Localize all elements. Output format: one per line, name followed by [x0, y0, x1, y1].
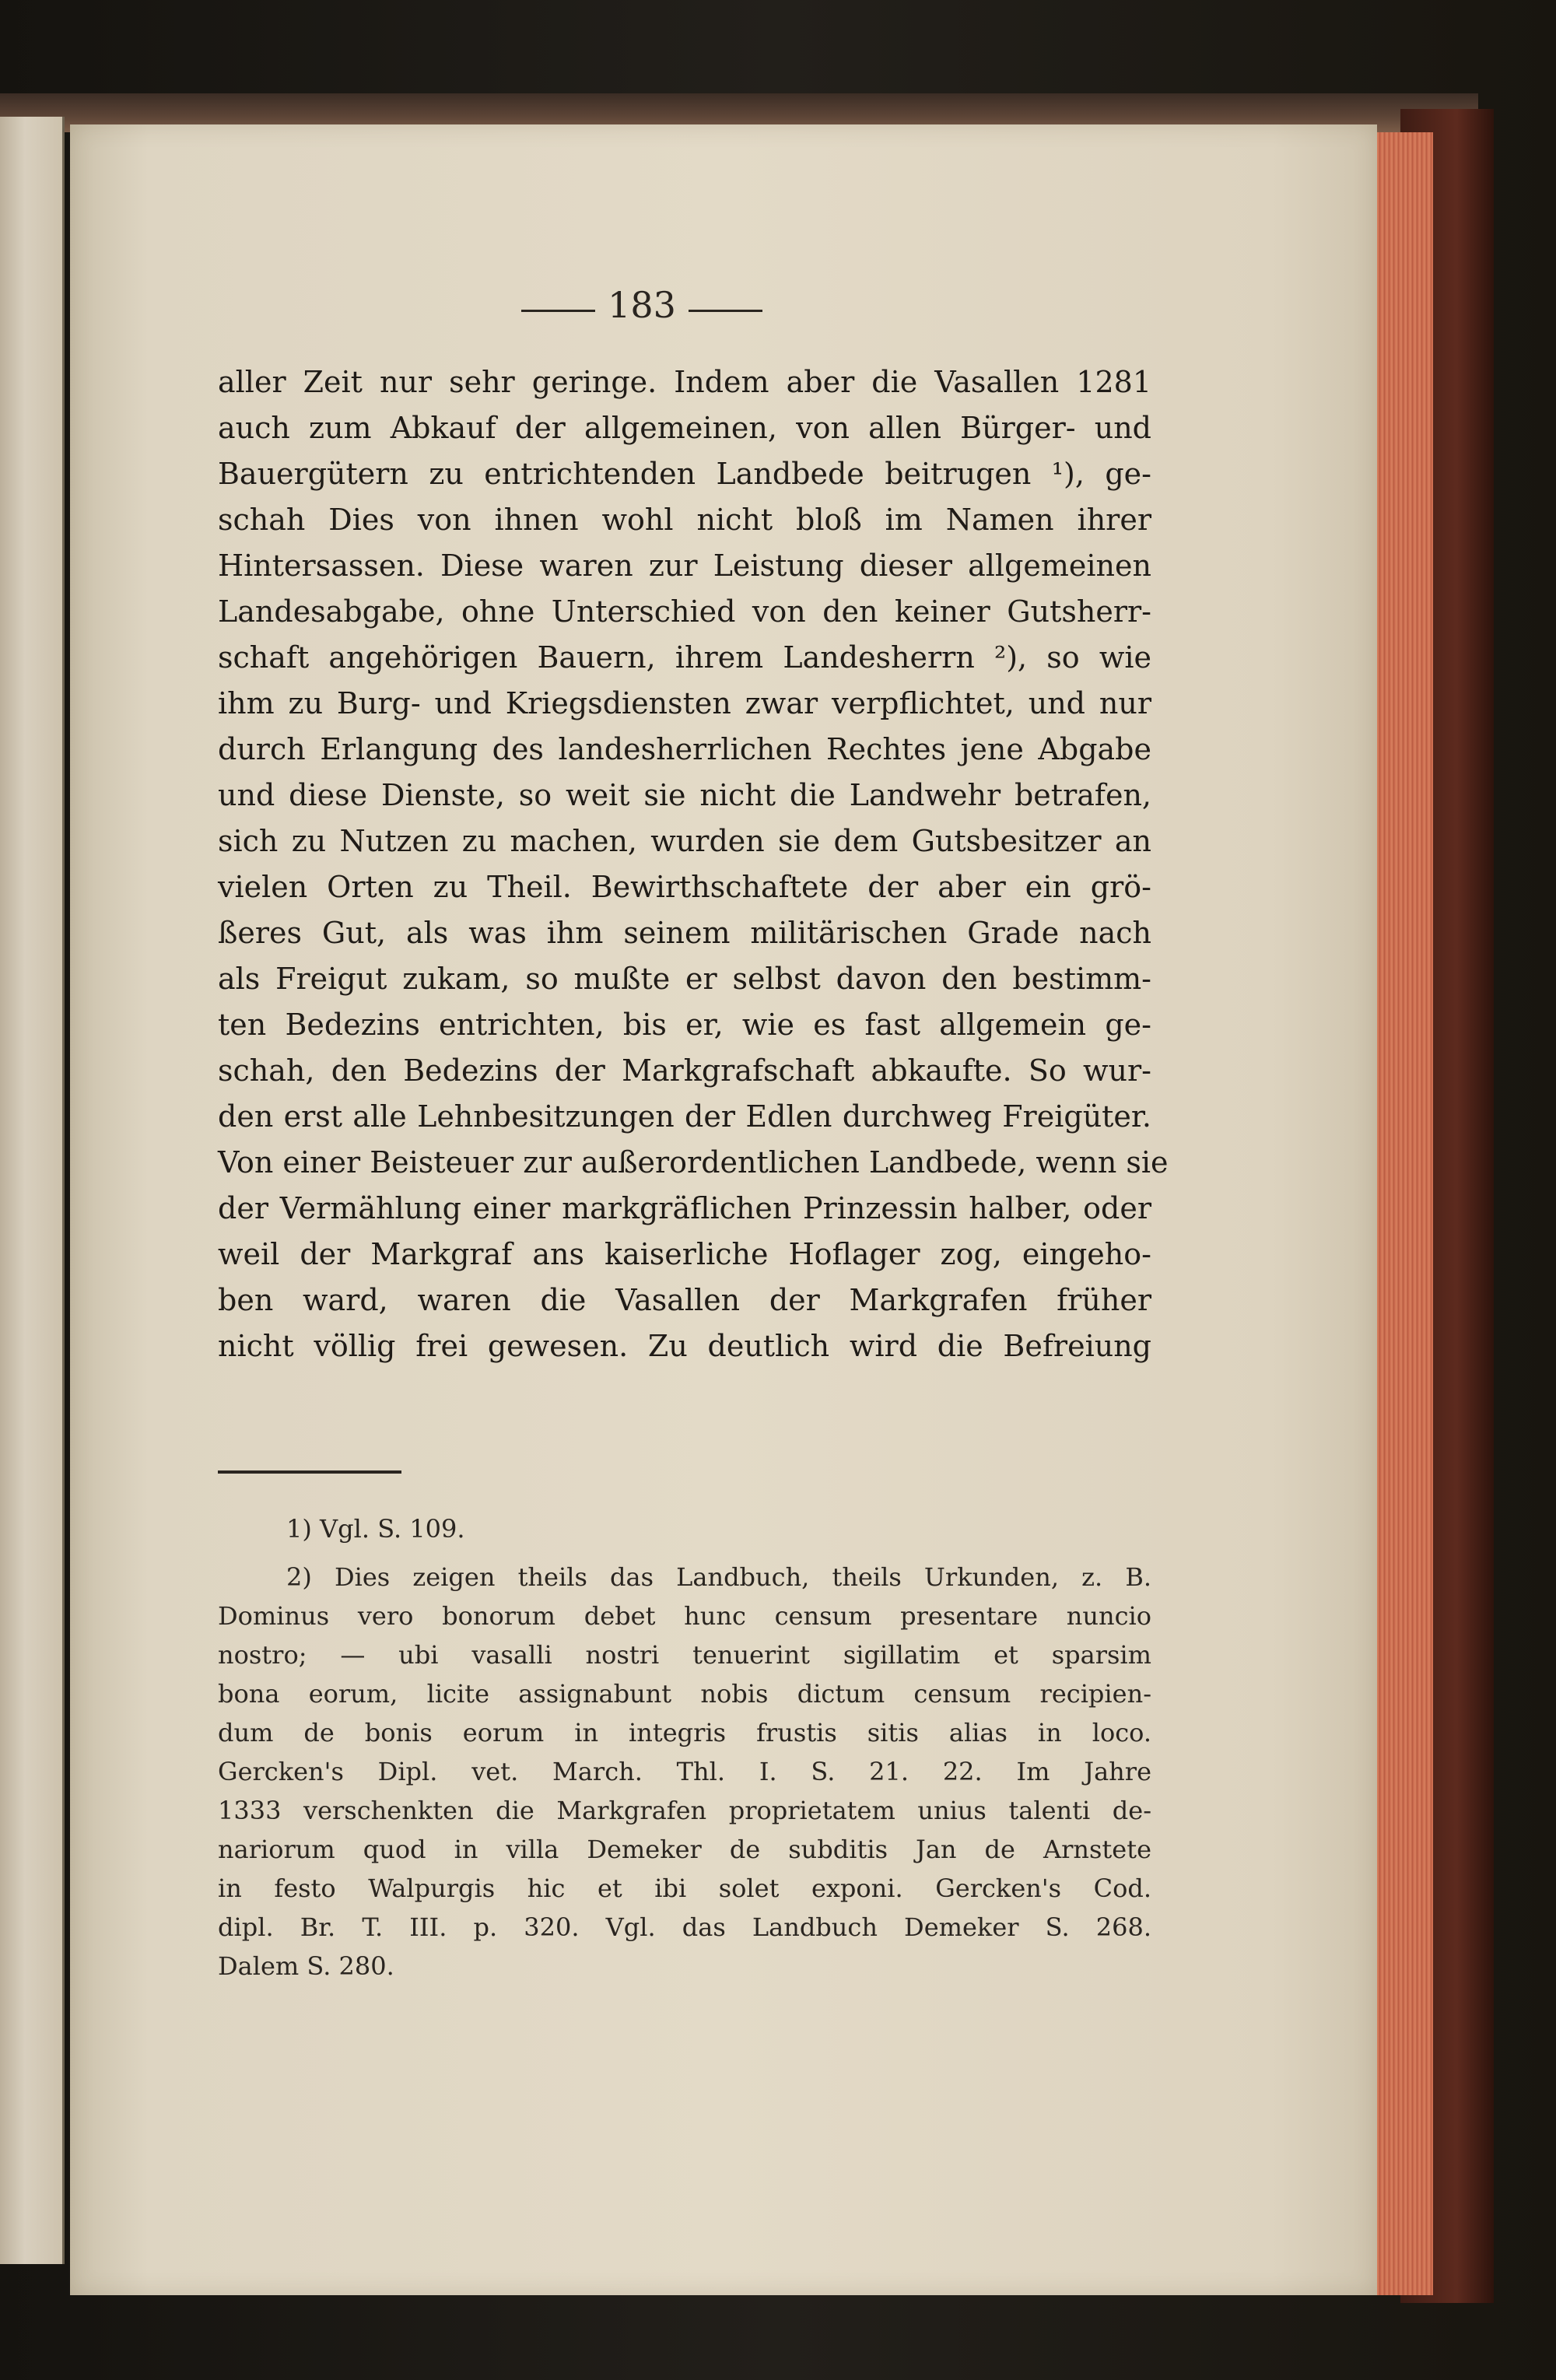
footnote-2-line: Dalem S. 280. [218, 1951, 394, 1981]
text-line: auch zum Abkauf der allgemeinen, von allen Bürger- und [218, 411, 1151, 445]
body-text [218, 359, 1169, 1369]
text-line: ihm zu Burg- und Kriegsdiensten zwar verpflichtet, und nur [218, 686, 1151, 720]
text-line: schah, den Bedezins der Markgrafschaft abkaufte. So wur- [218, 1053, 1151, 1088]
footnote-2-line: 2) Dies zeigen theils das Landbuch, theils Urkunden, z. B. [286, 1562, 1151, 1592]
facing-page-edge [0, 117, 65, 2264]
footnote-2-line: nariorum quod in villa Demeker de subditis Jan de Arnstete [218, 1835, 1151, 1864]
header-rule-right [689, 310, 762, 312]
page-header [455, 284, 829, 331]
footnote-1: 1) Vgl. S. 109. [286, 1514, 465, 1544]
text-line: sich zu Nutzen zu machen, wurden sie dem Gutsbesitzer an [218, 824, 1151, 858]
text-line: Von einer Beisteuer zur außerordentlichen Landbede, wenn sie [218, 1145, 1169, 1179]
text-line: schah Dies von ihnen wohl nicht bloß im Namen ihrer [218, 503, 1151, 537]
page-number: 183 [608, 284, 676, 326]
footnote-2-line: Dominus vero bonorum debet hunc censum presentare nuncio [218, 1601, 1151, 1631]
page-edges [1369, 132, 1433, 2295]
header-rule-left [521, 310, 595, 312]
footnote-2-line: dipl. Br. T. III. p. 320. Vgl. das Landbuch Demeker S. 268. [218, 1912, 1151, 1942]
footnote-2-line: nostro; — ubi vasalli nostri tenuerint sigillatim et sparsim [218, 1640, 1151, 1670]
footnote-2-line: Gercken's Dipl. vet. March. Thl. I. S. 21. 22. Im Jahre [218, 1757, 1151, 1786]
footnote-2-line: 1333 verschenkten die Markgrafen proprietatem unius talenti de- [218, 1796, 1151, 1825]
text-line: schaft angehörigen Bauern, ihrem Landesherrn ²), so wie [218, 640, 1151, 675]
footnotes [218, 1509, 1151, 1986]
text-line: als Freigut zukam, so mußte er selbst davon den bestimm- [218, 962, 1151, 996]
footnote-2-line: dum de bonis eorum in integris frustis sitis alias in loco. [218, 1718, 1151, 1747]
footnote-2-line: in festo Walpurgis hic et ibi solet exponi. Gercken's Cod. [218, 1874, 1151, 1903]
text-line: aller Zeit nur sehr geringe. Indem aber die Vasallen 1281 [218, 365, 1151, 399]
footnote-2-line: bona eorum, licite assignabunt nobis dictum censum recipien- [218, 1679, 1151, 1709]
footnote-separator [218, 1470, 401, 1474]
text-line: ten Bedezins entrichten, bis er, wie es fast allgemein ge- [218, 1008, 1151, 1042]
text-line: ßeres Gut, als was ihm seinem militärischen Grade nach [218, 916, 1151, 950]
text-line: vielen Orten zu Theil. Bewirthschaftete der aber ein grö- [218, 870, 1151, 904]
text-line: durch Erlangung des landesherrlichen Rechtes jene Abgabe [218, 732, 1151, 766]
text-line: der Vermählung einer markgräflichen Prinzessin halber, oder [218, 1191, 1151, 1225]
text-line: Bauergütern zu entrichtenden Landbede beitrugen ¹), ge- [218, 457, 1151, 491]
text-line: nicht völlig frei gewesen. Zu deutlich wird die Befreiung [218, 1329, 1151, 1363]
text-line: weil der Markgraf ans kaiserliche Hoflager zog, eingeho- [218, 1237, 1151, 1271]
text-line: Landesabgabe, ohne Unterschied von den keiner Gutsherr- [218, 594, 1151, 629]
text-line: und diese Dienste, so weit sie nicht die Landwehr betrafen, [218, 778, 1151, 812]
text-line: Hintersassen. Diese waren zur Leistung dieser allgemeinen [218, 549, 1151, 583]
text-line: ben ward, waren die Vasallen der Markgrafen früher [218, 1283, 1151, 1317]
text-line: den erst alle Lehnbesitzungen der Edlen durchweg Freigüter. [218, 1099, 1151, 1134]
